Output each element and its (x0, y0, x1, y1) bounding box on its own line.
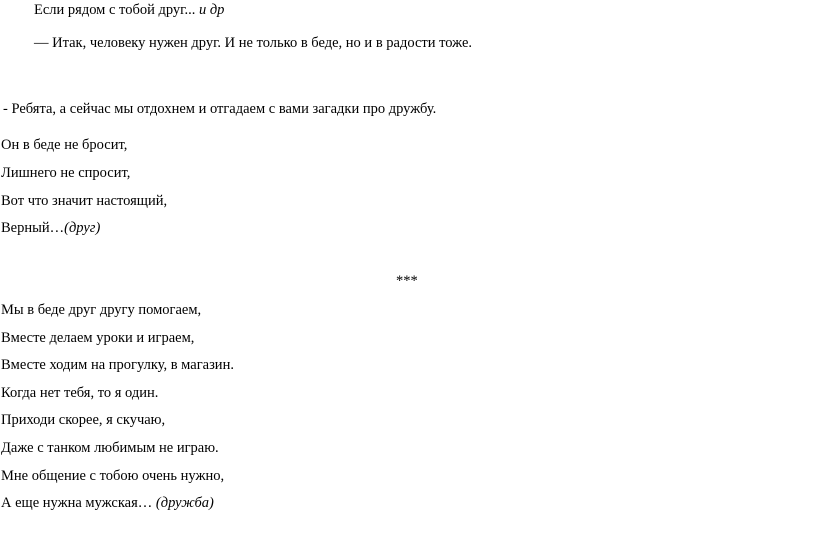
riddle1-last-text: Верный… (1, 220, 65, 236)
riddle2-line-3: Вместе ходим на прогулку, в магазин. (1, 357, 234, 373)
riddle1-line-3: Вот что значит настоящий, (1, 193, 168, 209)
riddle2-line-2: Вместе делаем уроки и играем, (1, 330, 195, 346)
riddle1-line-4 (1, 219, 100, 237)
intro-line-2: — Итак, человеку нужен друг. И не только в беде, но и в радости тоже. (34, 35, 473, 51)
riddle2-line-6: Даже с танком любимым не играю. (1, 440, 219, 456)
riddle2-line-1: Мы в беде друг другу помогаем, (1, 302, 202, 318)
riddle2-last-text: А еще нужна мужская… (1, 495, 156, 511)
intro-line-1 (34, 1, 224, 19)
separator: *** (396, 273, 418, 289)
riddle1-line-1: Он в беде не бросит, (1, 137, 128, 153)
riddle2-line-7: Мне общение с тобою очень нужно, (1, 468, 225, 484)
intro-line-1-text: Если рядом с тобой друг... (34, 2, 199, 18)
intro-line-3: - Ребята, а сейчас мы отдохнем и отгадаем с вами загадки про дружбу. (3, 101, 437, 117)
riddle2-line-8 (1, 494, 214, 512)
riddle2-answer: (дружба) (155, 495, 214, 511)
riddle1-line-2: Лишнего не спросит, (1, 165, 131, 181)
riddle1-answer: (друг) (64, 220, 101, 236)
riddle2-line-5: Приходи скорее, я скучаю, (1, 412, 166, 428)
intro-line-1-italic: и др (198, 2, 225, 18)
riddle2-line-4: Когда нет тебя, то я один. (1, 385, 159, 401)
